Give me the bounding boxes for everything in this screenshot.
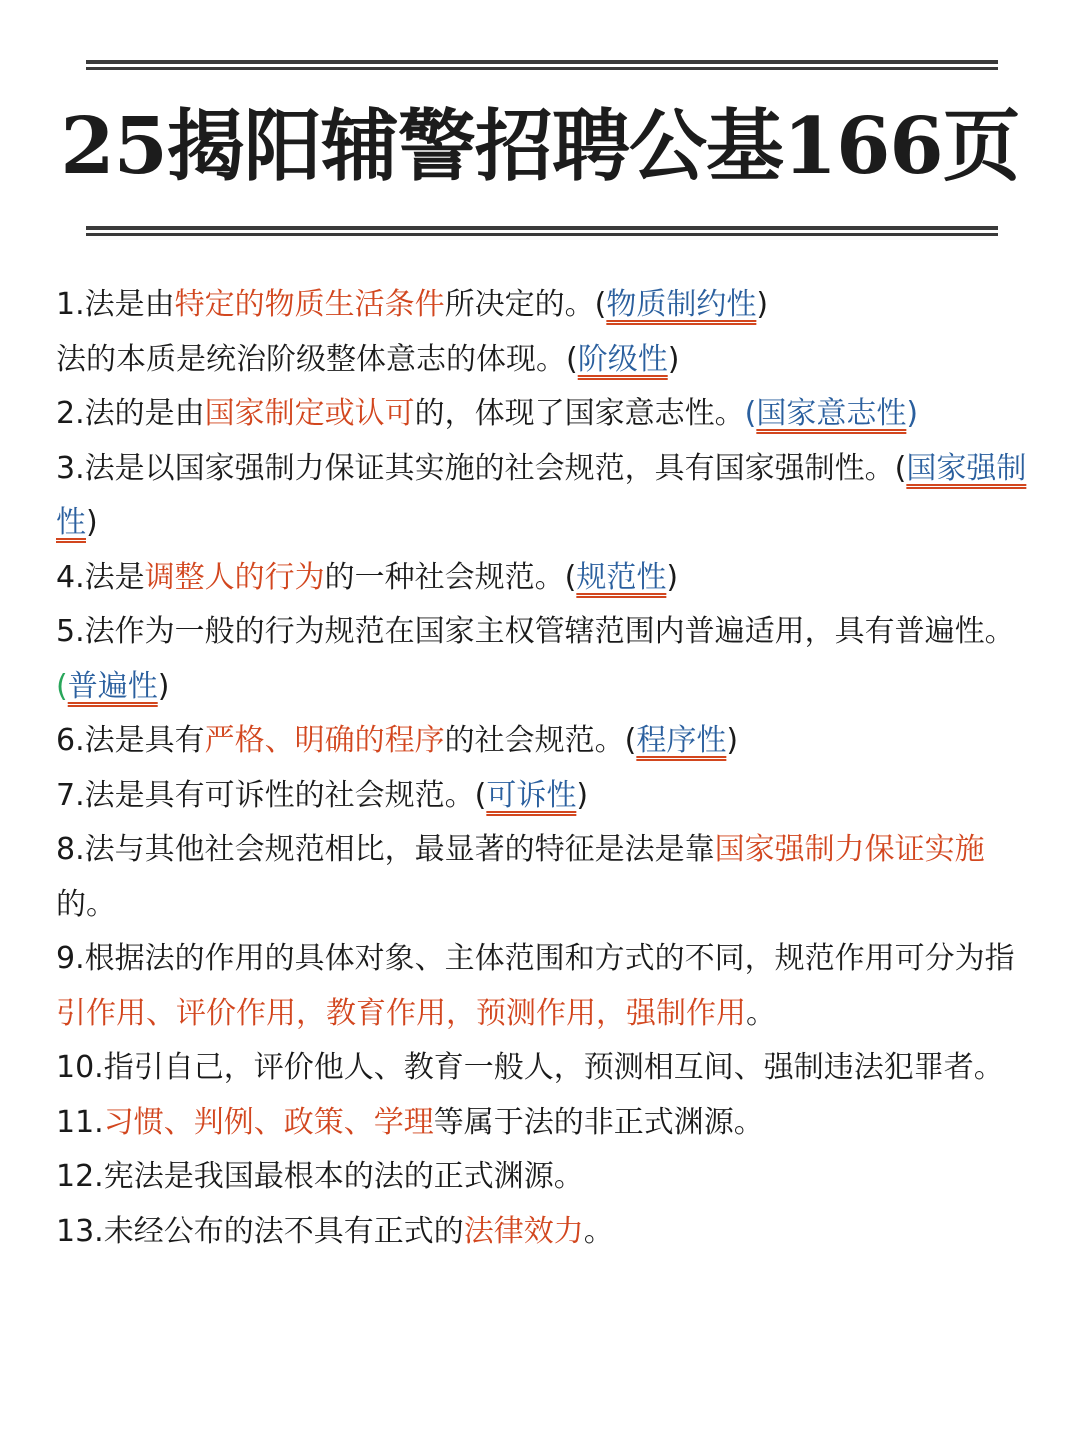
list-item: 9.根据法的作用的具体对象、主体范围和方式的不同，规范作用可分为指引作用、评价作用，教育作用，预测作用，强制作用。 xyxy=(56,941,1015,1031)
list-item: 6.法是具有严格、明确的程序的社会规范。(程序性) xyxy=(56,723,739,758)
list-item: 10.指引自己，评价他人、教育一般人，预测相互间、强制违法犯罪者。 xyxy=(56,1050,1004,1085)
top-double-rule xyxy=(86,60,998,70)
keyword: 国家强制性 xyxy=(56,450,1027,540)
list-item: 5.法作为一般的行为规范在国家主权管辖范围内普遍适用，具有普遍性。(普遍性) xyxy=(56,614,1015,704)
keyword: 普遍性 xyxy=(67,668,158,704)
list-item: 3.法是以国家强制力保证其实施的社会规范，具有国家强制性。(国家强制性) xyxy=(56,450,1027,540)
keyword: 阶级性 xyxy=(577,341,668,377)
keyword: 国家意志性 xyxy=(756,396,907,431)
notes-list xyxy=(56,278,1031,1259)
keyword: 物质制约性 xyxy=(606,287,757,322)
list-item: 8.法与其他社会规范相比，最显著的特征是法是靠国家强制力保证实施的。 xyxy=(56,832,985,922)
list-item: 13.未经公布的法不具有正式的法律效力。 xyxy=(56,1213,614,1249)
list-item: 法的本质是统治阶级整体意志的体现。(阶级性) xyxy=(56,341,680,377)
list-item: 7.法是具有可诉性的社会规范。(可诉性) xyxy=(56,777,589,813)
page-title: 25揭阳辅警招聘公基166页 xyxy=(60,101,1020,192)
bottom-double-rule xyxy=(86,226,998,236)
list-item: 11.习惯、判例、政策、学理等属于法的非正式渊源。 xyxy=(56,1104,764,1140)
header xyxy=(0,0,1080,260)
list-item: 4.法是调整人的行为的一种社会规范。(规范性) xyxy=(56,559,679,595)
keyword: 规范性 xyxy=(576,559,667,595)
keyword: 程序性 xyxy=(636,723,727,758)
list-item: 1.法是由特定的物质生活条件所决定的。(物质制约性) xyxy=(56,287,769,322)
list-item: 2.法的是由国家制定或认可的，体现了国家意志性。(国家意志性) xyxy=(56,396,919,431)
list-item: 12.宪法是我国最根本的法的正式渊源。 xyxy=(56,1159,584,1194)
keyword: 可诉性 xyxy=(486,777,577,813)
